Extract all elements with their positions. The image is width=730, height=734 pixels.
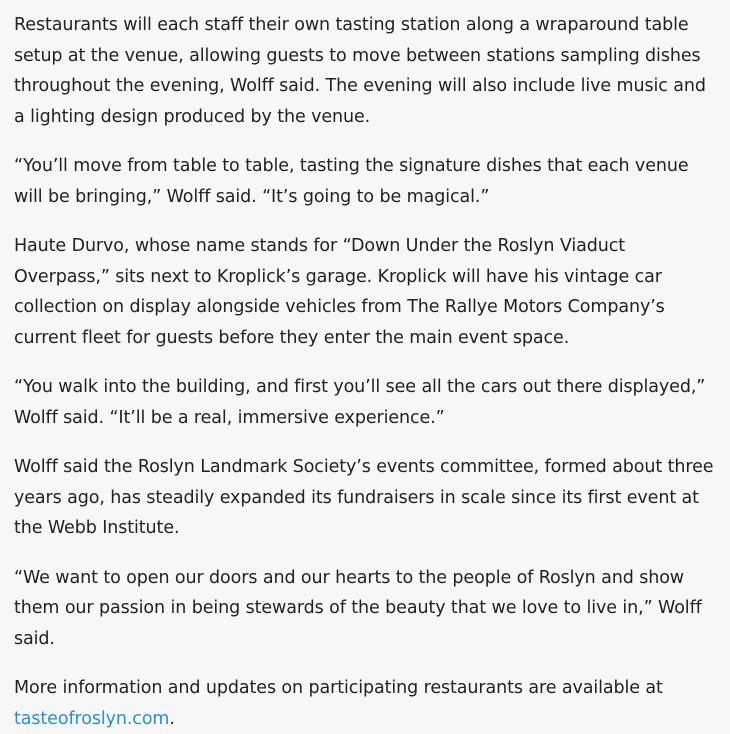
paragraph-events-committee: Wolff said the Roslyn Landmark Society’s events committee, formed about three years ago, has steadily expanded its fundraisers in scale since its first event at the Webb Institute. bbox=[14, 457, 714, 538]
paragraph-quote-open-doors: “We want to open our doors and our hearts to the people of Roslyn and show them our passion in being stewards of the beauty that we love to live in,” Wolff said. bbox=[14, 567, 702, 649]
paragraph-haute-durvo: Haute Durvo, whose name stands for “Down Under the Roslyn Viaduct Overpass,” sits next to Kroplick’s garage. Kroplick will have his vintage car collection on display alongside vehicles from The Rallye Motors Company’s current fleet for guests before they enter the main event space. bbox=[14, 236, 665, 348]
paragraph-more-information bbox=[14, 673, 716, 734]
paragraph-quote-cars: “You walk into the building, and first you’ll see all the cars out there displayed,” Wolff said. “It’ll be a real, immersive experience.” bbox=[14, 377, 706, 428]
tasteofroslyn-link[interactable]: tasteofroslyn.com bbox=[14, 708, 170, 729]
more-information-text: More information and updates on participating restaurants are available at bbox=[14, 678, 663, 698]
paragraph-tasting-stations: Restaurants will each staff their own tasting station along a wraparound table setup at the venue, allowing guests to move between stations sampling dishes throughout the evening, Wolff said. The evening will also include live music and a lighting design produced by the venue. bbox=[14, 15, 706, 127]
link-trailing-period: . bbox=[169, 708, 175, 729]
paragraph-quote-table-to-table: “You’ll move from table to table, tasting the signature dishes that each venue will be bringing,” Wolff said. “It’s going to be magical.” bbox=[14, 156, 689, 207]
